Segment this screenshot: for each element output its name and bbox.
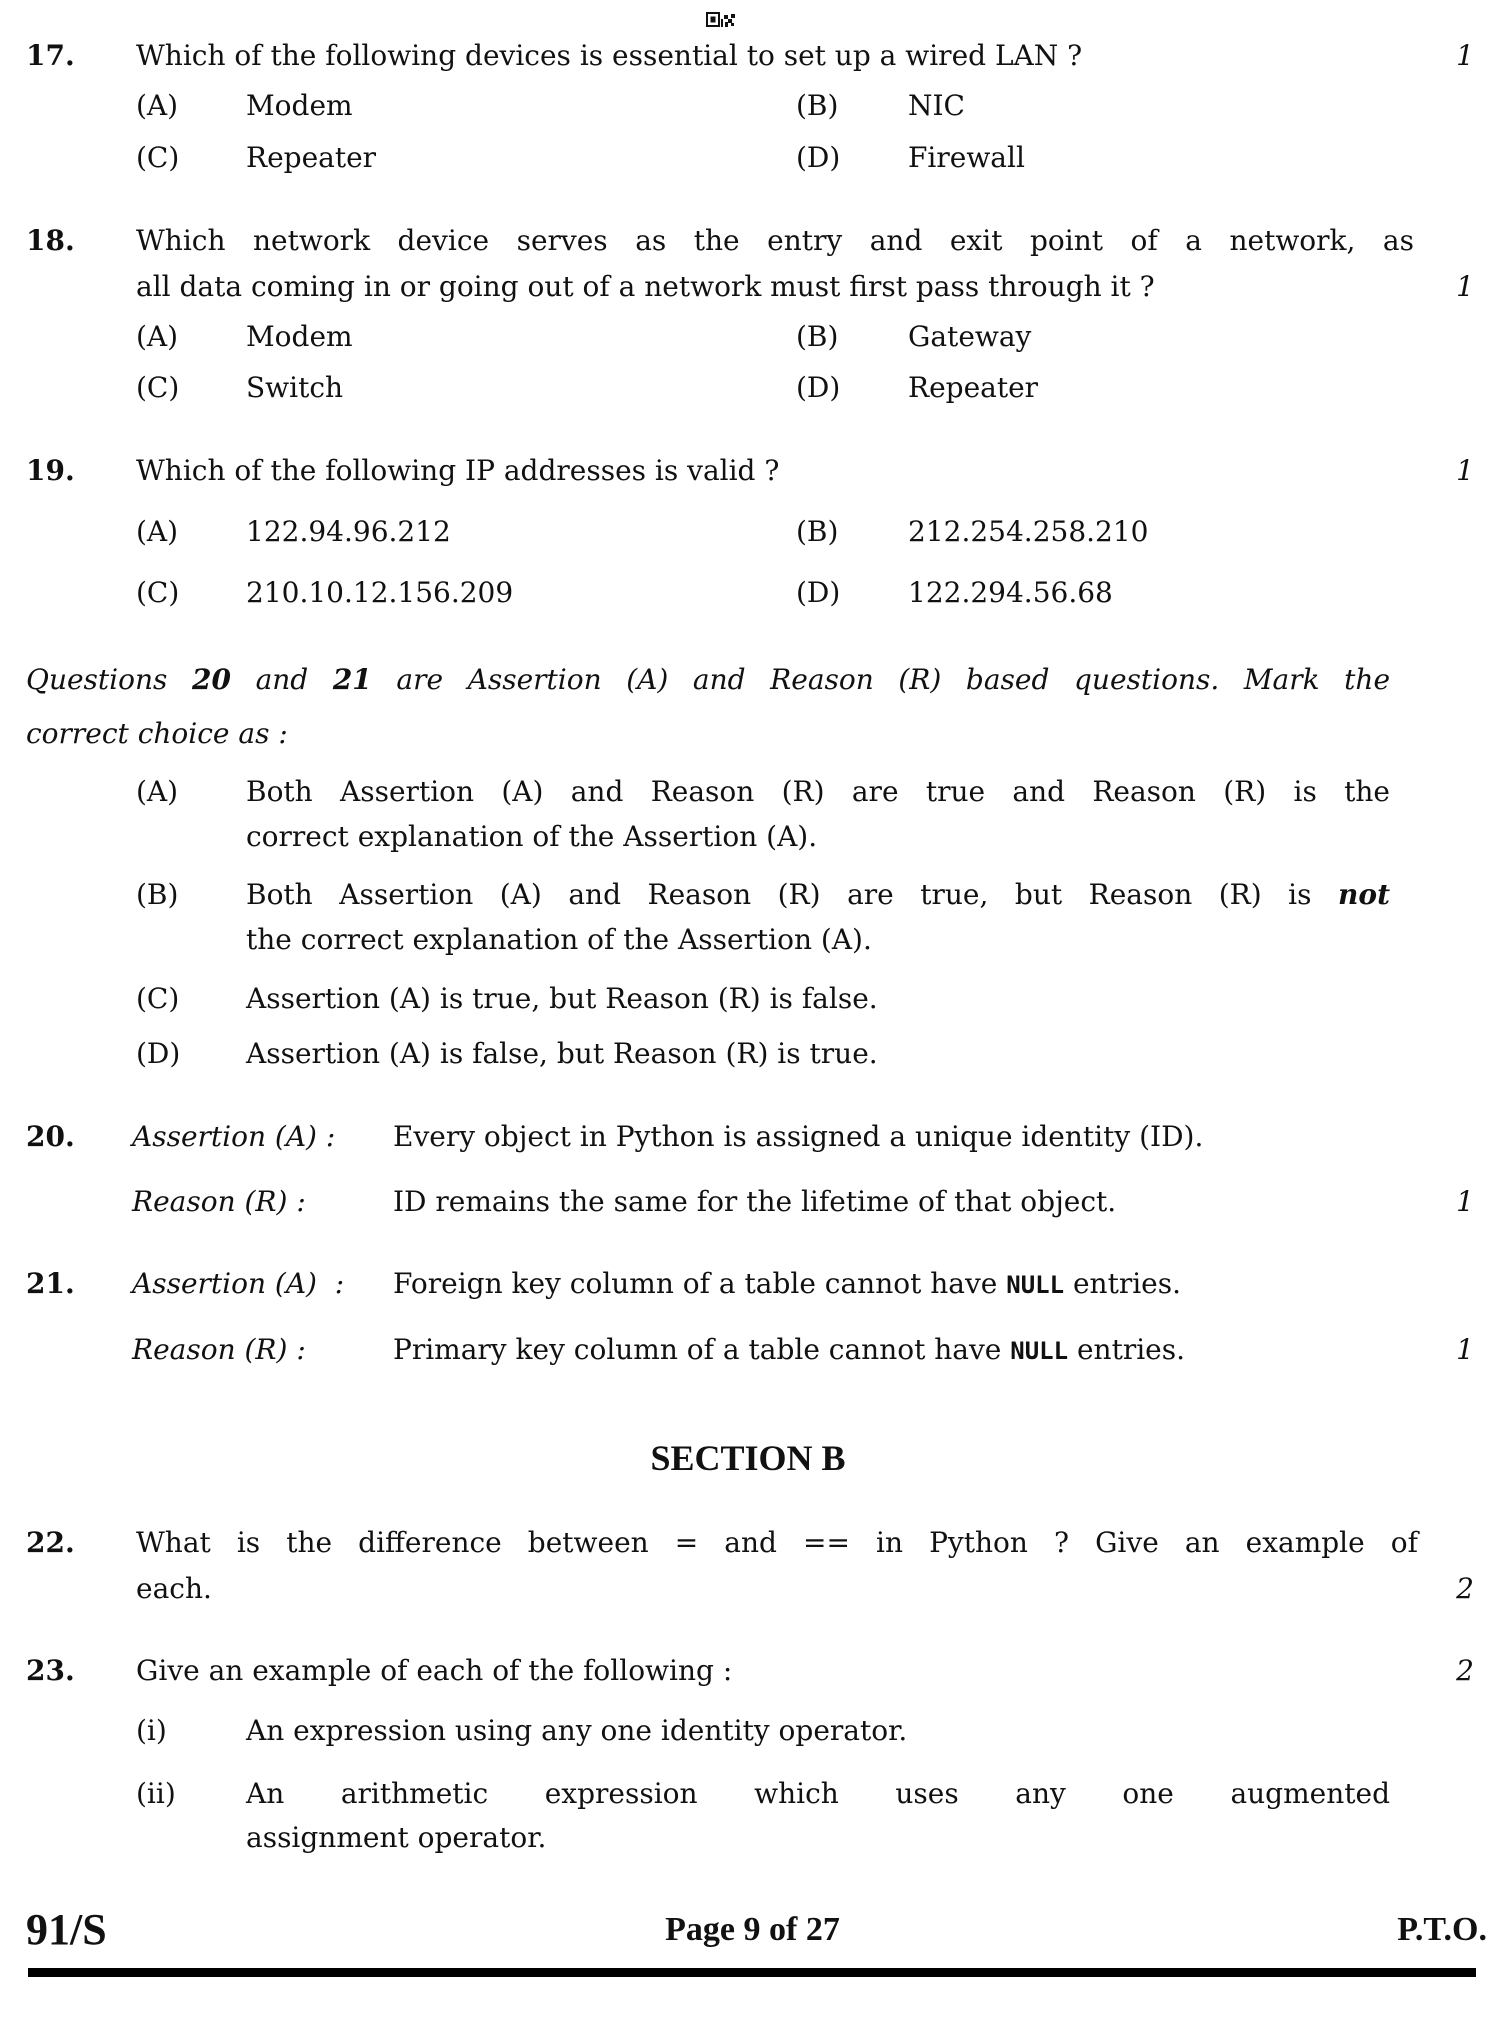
part-text: An expression using any one identity operator. (246, 1714, 908, 1747)
option-label: (B) (796, 320, 839, 353)
question-number: 22. (26, 1526, 75, 1559)
choice-text: the correct explanation of the Assertion (A). (246, 923, 872, 956)
marks: 1 (1456, 1333, 1474, 1366)
question-text: Which of the following IP addresses is valid ? (136, 454, 780, 487)
qr-code-icon (706, 2, 736, 18)
option-text: Switch (246, 371, 344, 404)
option-text: 122.94.96.212 (246, 515, 451, 548)
assertion-label: Assertion (A) : (132, 1267, 345, 1300)
paper-code: 91/S (26, 1905, 107, 1954)
part-text: assignment operator. (246, 1821, 547, 1854)
question-number: 23. (26, 1654, 75, 1687)
marks: 2 (1456, 1572, 1474, 1605)
option-label: (A) (136, 320, 179, 353)
marks: 1 (1456, 270, 1474, 303)
option-label: (B) (796, 89, 839, 122)
question-text: Give an example of each of the following : (136, 1654, 733, 1687)
question-number: 17. (26, 39, 75, 72)
footer-rule (28, 1968, 1476, 1977)
question-text: What is the difference between = and == in Python ? Give an example of (136, 1526, 1418, 1559)
page-number: Page 9 of 27 (665, 1911, 840, 1948)
question-text: all data coming in or going out of a network must first pass through it ? (136, 270, 1155, 303)
part-label: (i) (136, 1714, 167, 1747)
assertion-text: Every object in Python is assigned a unique identity (ID). (393, 1120, 1204, 1153)
reason-label: Reason (R) : (132, 1185, 306, 1218)
reason-text: ID remains the same for the lifetime of that object. (393, 1185, 1117, 1218)
instruction-text: Questions 20 and 21 are Assertion (A) and Reason (R) based questions. Mark the (26, 663, 1391, 696)
question-text: each. (136, 1572, 212, 1605)
option-text: Modem (246, 320, 353, 353)
marks: 1 (1456, 454, 1474, 487)
option-label: (D) (796, 576, 841, 609)
assertion-text: Foreign key column of a table cannot have NULL entries. (393, 1267, 1181, 1300)
option-text: Modem (246, 89, 353, 122)
option-text: Firewall (908, 141, 1025, 174)
pto-label: P.T.O. (1397, 1911, 1487, 1948)
reason-label: Reason (R) : (132, 1333, 306, 1366)
choice-label: (C) (136, 982, 180, 1015)
question-number: 20. (26, 1120, 75, 1153)
choice-label: (A) (136, 775, 179, 808)
choice-text: Both Assertion (A) and Reason (R) are true, but Reason (R) is not (246, 878, 1390, 911)
choice-text: Both Assertion (A) and Reason (R) are true and Reason (R) is the (246, 775, 1390, 808)
question-text: Which of the following devices is essential to set up a wired LAN ? (136, 39, 1083, 72)
section-heading: SECTION B (650, 1438, 846, 1478)
assertion-label: Assertion (A) : (132, 1120, 336, 1153)
part-text: An arithmetic expression which uses any one augmented (246, 1777, 1390, 1810)
choice-text: Assertion (A) is false, but Reason (R) is true. (246, 1037, 878, 1070)
option-label: (A) (136, 515, 179, 548)
option-text: Repeater (908, 371, 1039, 404)
option-label: (D) (796, 371, 841, 404)
option-text: Repeater (246, 141, 377, 174)
option-text: 210.10.12.156.209 (246, 576, 514, 609)
instruction-text: correct choice as : (26, 717, 288, 750)
choice-text: Assertion (A) is true, but Reason (R) is false. (246, 982, 878, 1015)
option-label: (C) (136, 576, 180, 609)
choice-text: correct explanation of the Assertion (A). (246, 820, 818, 853)
reason-text: Primary key column of a table cannot have NULL entries. (393, 1333, 1186, 1366)
option-label: (C) (136, 141, 180, 174)
choice-label: (B) (136, 878, 179, 911)
marks: 1 (1456, 1185, 1474, 1218)
question-number: 21. (26, 1267, 75, 1300)
marks: 2 (1456, 1654, 1474, 1687)
option-text: 122.294.56.68 (908, 576, 1113, 609)
question-number: 18. (26, 224, 75, 257)
option-text: Gateway (908, 320, 1032, 353)
part-label: (ii) (136, 1777, 176, 1810)
option-label: (A) (136, 89, 179, 122)
question-number: 19. (26, 454, 75, 487)
option-label: (C) (136, 371, 180, 404)
option-label: (B) (796, 515, 839, 548)
choice-label: (D) (136, 1037, 181, 1070)
option-label: (D) (796, 141, 841, 174)
marks: 1 (1456, 39, 1474, 72)
option-text: 212.254.258.210 (908, 515, 1149, 548)
question-text: Which network device serves as the entry and exit point of a network, as (136, 224, 1414, 257)
option-text: NIC (908, 89, 965, 122)
